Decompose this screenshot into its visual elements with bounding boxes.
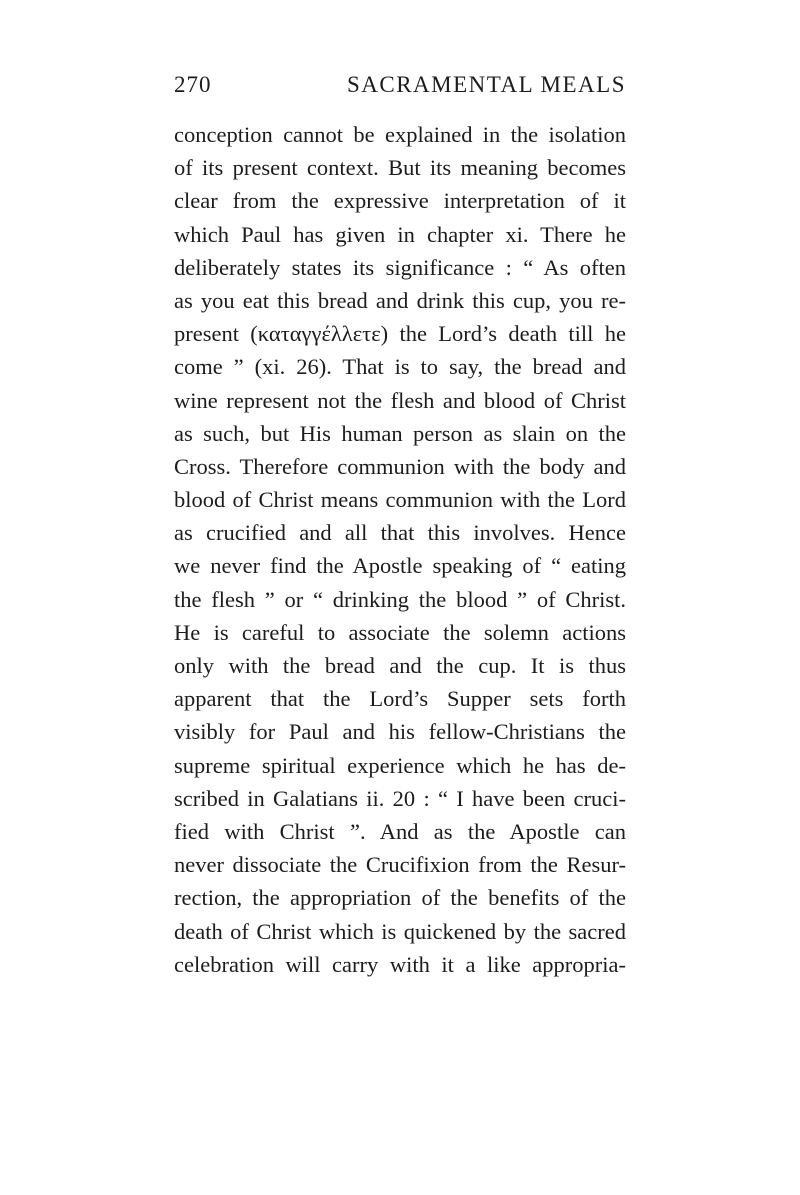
- text-line: which Paul has given in chapter xi. There he: [174, 221, 626, 247]
- text-line: visibly for Paul and his fellow-Christians the: [174, 719, 626, 745]
- text-line: fied with Christ ”. And as the Apostle can: [174, 818, 626, 844]
- text-line: present (καταγγέλλετε) the Lord’s death till he: [174, 321, 626, 347]
- text-line: as such, but His human person as slain on the: [174, 420, 626, 446]
- text-line: wine represent not the flesh and blood of Christ: [174, 387, 626, 413]
- text-line: rection, the appropriation of the benefits of the: [174, 885, 626, 911]
- text-line: the flesh ” or “ drinking the blood ” of Christ.: [174, 586, 626, 612]
- text-line: we never find the Apostle speaking of “ eating: [174, 553, 626, 579]
- text-line: death of Christ which is quickened by the sacred: [174, 918, 626, 944]
- text-line: as crucified and all that this involves. Hence: [174, 520, 626, 546]
- text-line: deliberately states its significance : “ As often: [174, 254, 626, 280]
- text-line: supreme spiritual experience which he has de-: [174, 752, 626, 778]
- page-number: 270: [174, 72, 212, 97]
- text-line: come ” (xi. 26). That is to say, the bread and: [174, 354, 626, 380]
- text-line: blood of Christ means communion with the Lord: [174, 487, 626, 513]
- text-line: only with the bread and the cup. It is thus: [174, 653, 626, 678]
- text-line: He is careful to associate the solemn actions: [174, 619, 626, 645]
- text-line: of its present context. But its meaning becomes: [174, 155, 626, 181]
- text-line: Cross. Therefore communion with the body and: [174, 453, 626, 479]
- text-line: clear from the expressive interpretation of it: [174, 188, 626, 214]
- text-line: celebration will carry with it a like appropria-: [174, 951, 626, 977]
- text-line: apparent that the Lord’s Supper sets forth: [174, 686, 626, 712]
- body-text: [174, 118, 626, 981]
- text-line: never dissociate the Crucifixion from the Resur-: [174, 852, 626, 878]
- page-header: [174, 72, 626, 112]
- text-line: conception cannot be explained in the isolation: [174, 122, 626, 147]
- text-line: as you eat this bread and drink this cup, you re-: [174, 287, 626, 313]
- text-line: scribed in Galatians ii. 20 : “ I have been cruci-: [174, 785, 626, 811]
- running-title: SACRAMENTAL MEALS: [346, 72, 626, 97]
